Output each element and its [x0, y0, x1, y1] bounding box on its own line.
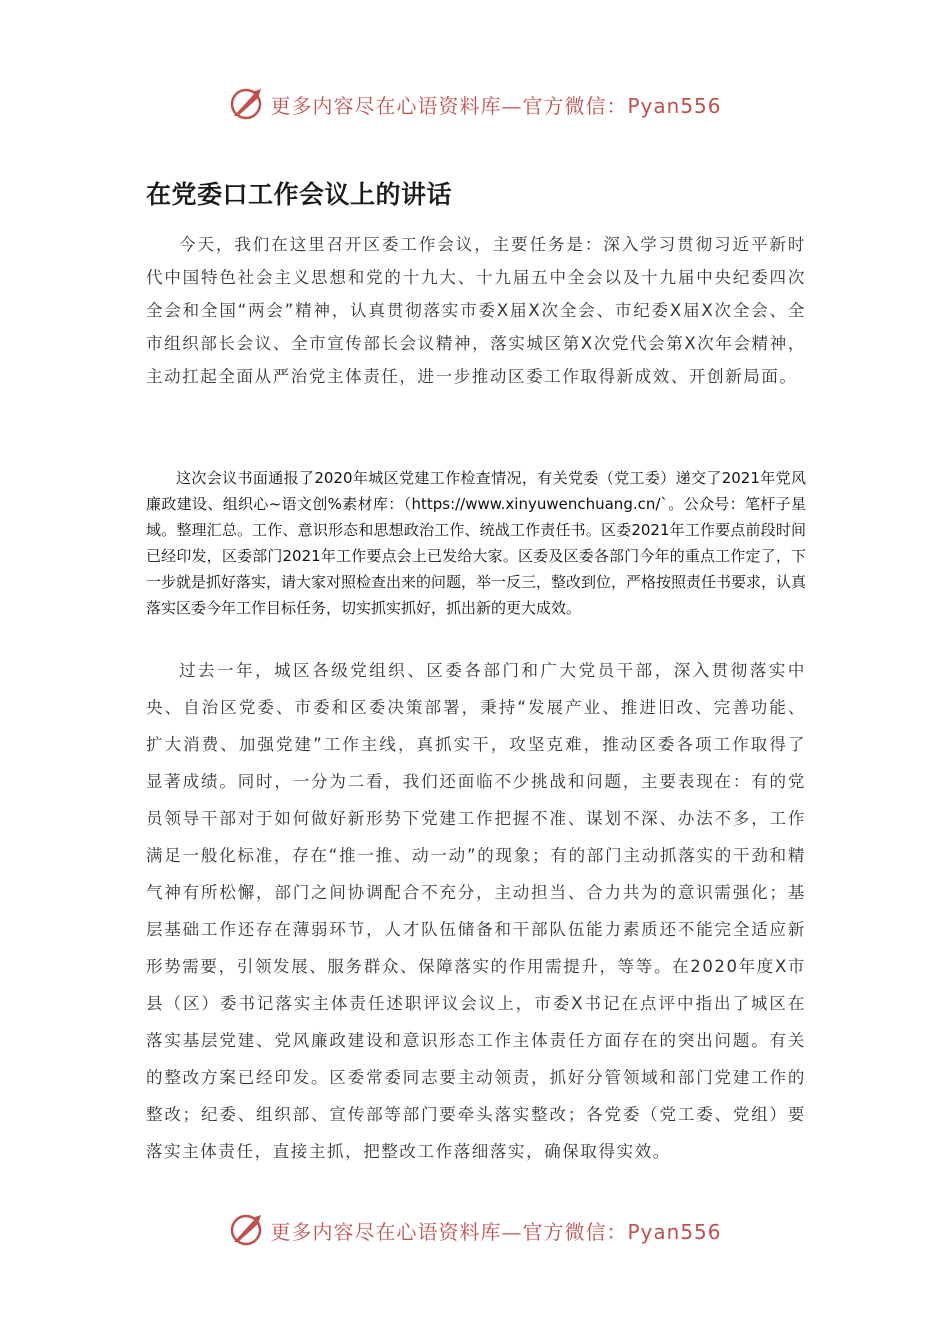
banner-text: 更多内容尽在心语资料库—官方微信：Pyan556 — [270, 93, 722, 118]
paragraph: 这次会议书面通报了2020年城区党建工作检查情况，有关党委（党工委）递交了2021年党风廉政建设、组织心~语文创%素材库：（https://www.xinyuwenchuang.cn/`。公众号：笔杆子星域。整理汇总。工作、意识形态和思想政治工作、统战工作责任书。区委2021年工作要点前段时间已经印发，区委部门2021年工作要点会上已发给大家。区委及区委各部门今年的重点工作定了，下一步就是抓好落实，请大家对照检查出来的问题，举一反三，整改到位，严格按照责任书要求，认真落实区委今年工作目标任务，切实抓实抓好，抓出新的更大成效。 — [146, 469, 807, 617]
footer-banner — [0, 1210, 950, 1250]
paragraph: 过去一年，城区各级党组织、区委各部门和广大党员干部，深入贯彻落实中央、自治区党委、市委和区委决策部署，秉持“发展产业、推进旧改、完善功能、扩大消费、加强党建”工作主线，真抓实干，攻坚克难，推动区委各项工作取得了显著成绩。同时，一分为二看，我们还面临不少挑战和问题，主要表现在：有的党员领导干部对于如何做好新形势下党建工作把握不准、谋划不深、办法不多，工作满足一般化标准，存在“推一推、动一动”的现象；有的部门主动抓落实的干劲和精气神有所松懈，部门之间协调配合不充分，主动担当、合力共为的意识需强化；基层基础工作还存在薄弱环节，人才队伍储备和干部队伍能力素质还不能完全适应新形势需要，引领发展、服务群众、保障落实的作用需提升，等等。在2020年度X市县（区）委书记落实主体责任述职评议会议上，市委X书记在点评中指出了城区在落实基层党建、党风廉政建设和意识形态工作主体责任方面存在的突出问题。有关的整改方案已经印发。区委常委同志要主动领责，抓好分管领域和部门党建工作的整改；纪委、组织部、宣传部等部门要牵头落实整改；各党委（党工委、党组）要落实主体责任，直接主抓，把整改工作落细落实，确保取得实效。 — [146, 661, 806, 1161]
quill-logo-icon — [228, 86, 264, 122]
quill-logo-icon — [228, 1212, 264, 1248]
paragraph: 今天，我们在这里召开区委工作会议，主要任务是：深入学习贯彻习近平新时代中国特色社会主义思想和党的十九大、十九届五中全会以及十九届中央纪委四次全会和全国“两会”精神，认真贯彻落实市委X届X次全会、市纪委X届X次全会、全市组织部长会议、全市宣传部长会议精神，落实城区第X次党代会第X次年会精神，主动扛起全面从严治党主体责任，进一步推动区委工作取得新成效、开创新局面。 — [146, 235, 806, 386]
document-title: 在党委口工作会议上的讲话 — [146, 180, 453, 209]
banner-text: 更多内容尽在心语资料库—官方微信：Pyan556 — [270, 1219, 722, 1244]
header-banner — [0, 84, 950, 124]
